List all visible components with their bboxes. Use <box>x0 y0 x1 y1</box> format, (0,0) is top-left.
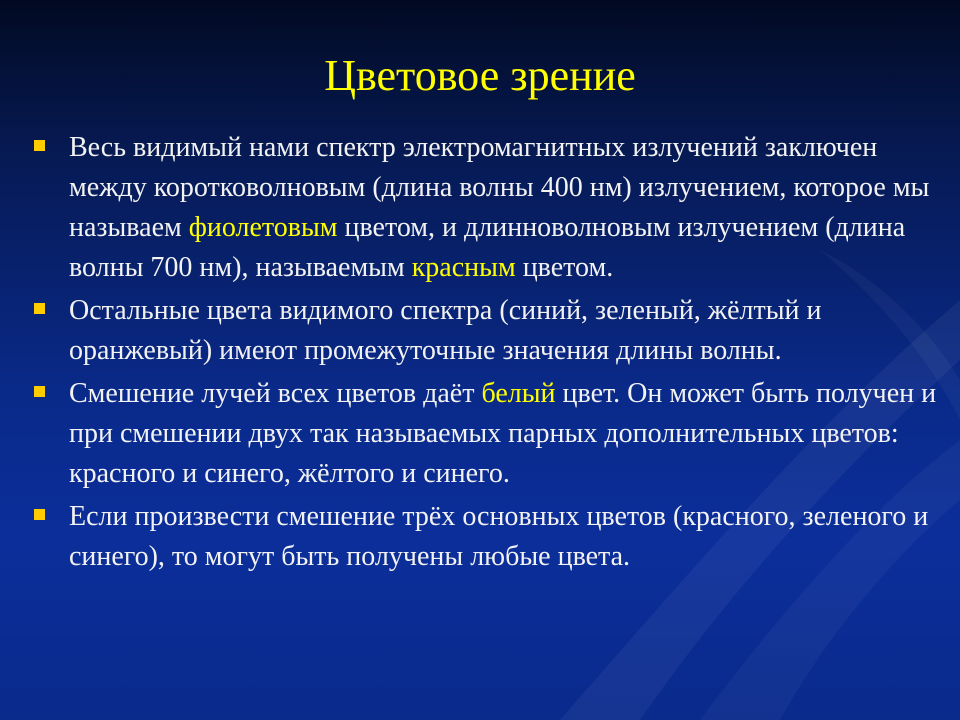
highlight-red: красным <box>411 252 516 283</box>
bullet-text: цвет. Он может быть получен и при смешении двух так называемых парных дополнительных цветов: красного и синего, жёлтого и синего. <box>69 378 937 489</box>
highlight-violet: фиолетовым <box>188 212 338 243</box>
bullet-text: цветом. <box>515 252 614 283</box>
square-bullet-icon <box>34 140 45 151</box>
slide-title: Цветовое зрение <box>324 51 636 100</box>
bullet-item-other-colors <box>32 291 952 371</box>
bullet-text: цветом, и длинноволновым излучением (длина волны 700 нм), называемым <box>69 212 906 283</box>
highlight-white: белый <box>481 378 556 409</box>
bullet-text: Весь видимый нами спектр электромагнитных излучений заключен между коротковолновым (длина волны 400 нм) излучением, которое мы называем <box>69 132 930 243</box>
square-bullet-icon <box>34 509 45 520</box>
bullet-list <box>32 128 952 580</box>
bullet-text: Остальные цвета видимого спектра (синий, зеленый, жёлтый и оранжевый) имеют промежуточные значения длины волны. <box>69 295 822 366</box>
bullet-text: Если произвести смешение трёх основных цветов (красного, зеленого и синего), то могут быть получены любые цвета. <box>69 501 929 572</box>
square-bullet-icon <box>34 386 45 397</box>
square-bullet-icon <box>34 303 45 314</box>
bullet-text: Смешение лучей всех цветов даёт <box>69 378 482 409</box>
bullet-item-white-mixing <box>32 374 952 494</box>
bullet-item-primary-colors <box>32 497 952 577</box>
bullet-item-spectrum <box>32 128 952 288</box>
